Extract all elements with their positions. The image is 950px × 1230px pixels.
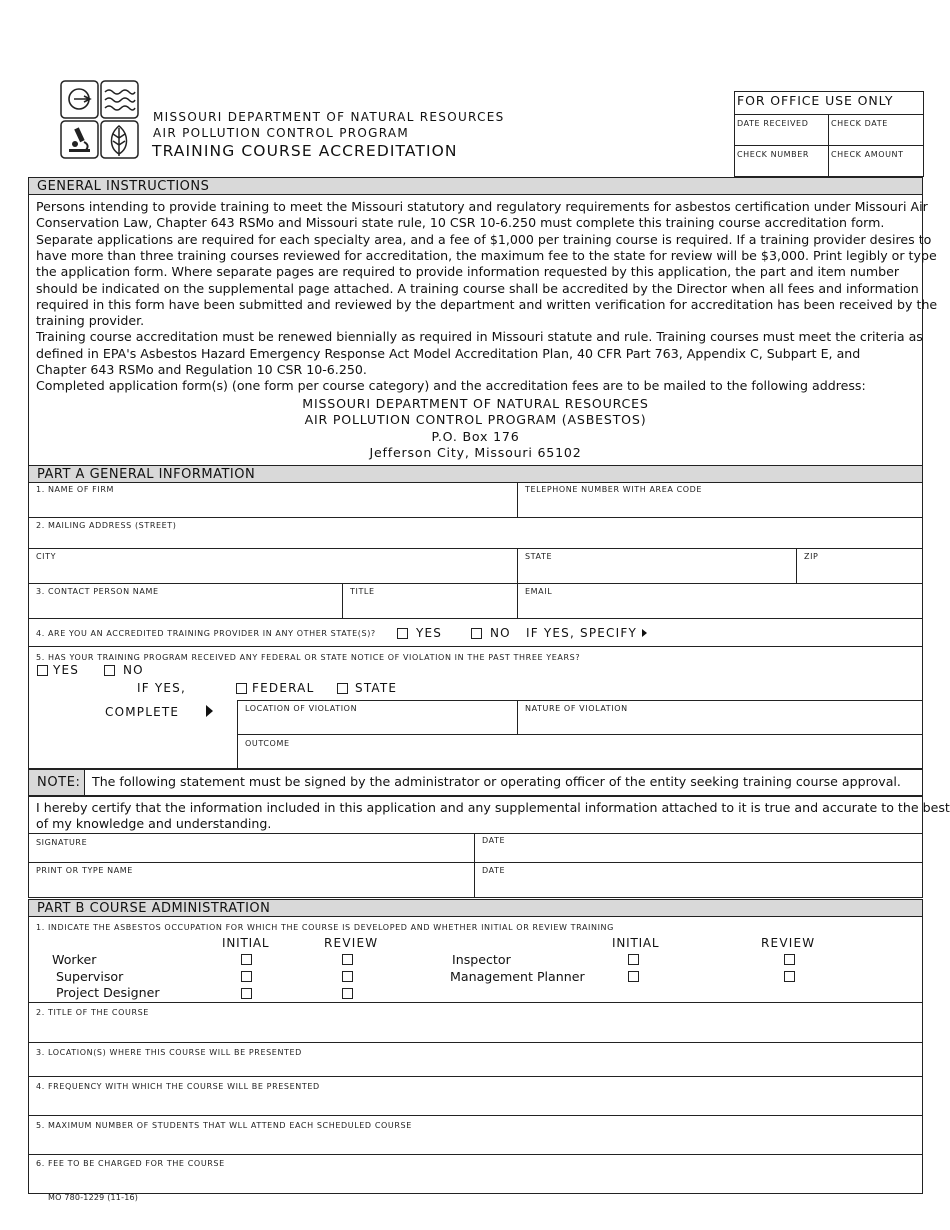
form-id: MO 780-1229 (11-16) (48, 1193, 139, 1202)
general-instructions-header: GENERAL INSTRUCTIONS (28, 177, 923, 195)
nature-of-violation-field[interactable]: NATURE OF VIOLATION (525, 704, 628, 713)
q5-no-checkbox[interactable] (104, 665, 115, 676)
telephone-field[interactable]: TELEPHONE NUMBER WITH AREA CODE (525, 485, 703, 494)
initial-col-left: INITIAL (222, 936, 270, 950)
form-title: TRAINING COURSE ACCREDITATION (152, 142, 458, 160)
q5-violation-question: 5. HAS YOUR TRAINING PROGRAM RECEIVED ANY FEDERAL OR STATE NOTICE OF VIOLATION IN THE PAST THREE YEARS? (36, 653, 581, 662)
address-line: P.O. Box 176 (431, 428, 520, 444)
management-planner-initial-checkbox[interactable] (628, 971, 639, 982)
supervisor-review-checkbox[interactable] (342, 971, 353, 982)
supervisor-initial-checkbox[interactable] (241, 971, 252, 982)
print-name-field[interactable]: PRINT OR TYPE NAME (36, 866, 133, 875)
worker-initial-checkbox[interactable] (241, 954, 252, 965)
zip-field[interactable]: ZIP (804, 552, 819, 561)
specify-arrow-icon (642, 629, 647, 637)
occupation-project-designer: Project Designer (56, 985, 160, 1000)
water-waves-icon (105, 90, 135, 110)
course-fee-field[interactable]: 6. FEE TO BE CHARGED FOR THE COURSE (36, 1159, 225, 1168)
firm-name-field[interactable]: 1. NAME OF FIRM (36, 485, 114, 494)
instruction-line: Chapter 643 RSMo and Regulation 10 CSR 10-6.250. (36, 362, 367, 377)
certify-line-1: I hereby certify that the information included in this application and any supplemental information attached to it is true and accurate to the best (36, 800, 950, 815)
date-received-field[interactable]: DATE RECEIVED (737, 119, 809, 128)
bird-icon (69, 89, 90, 109)
initial-col-right: INITIAL (612, 936, 660, 950)
occupation-management-planner: Management Planner (450, 969, 585, 984)
q4-yes-label: YES (416, 626, 443, 640)
inspector-review-checkbox[interactable] (784, 954, 795, 965)
occupation-inspector: Inspector (452, 952, 511, 967)
instruction-line: have more than three training courses reviewed for accreditation, the maximum fee to the state for review will be $3,000. Print legibly or type (36, 247, 937, 263)
mailing-address-field[interactable]: 2. MAILING ADDRESS (STREET) (36, 521, 177, 530)
instruction-line: Conservation Law, Chapter 643 RSMo and Missouri state rule, 10 CSR 10-6.250 must complete this training course accreditation form. (36, 215, 885, 231)
email-field[interactable]: EMAIL (525, 587, 553, 596)
logo-graphic (60, 80, 140, 160)
instruction-line: training provider. (36, 313, 145, 329)
review-col-left: REVIEW (324, 936, 379, 950)
q4-no-checkbox[interactable] (471, 628, 482, 639)
note-label: NOTE: (29, 770, 85, 795)
print-name-date-field[interactable]: DATE (482, 866, 506, 875)
contact-title-field[interactable]: TITLE (350, 587, 375, 596)
q5-yes-checkbox[interactable] (37, 665, 48, 676)
city-field[interactable]: CITY (36, 552, 57, 561)
department-name: MISSOURI DEPARTMENT OF NATURAL RESOURCES (153, 110, 505, 124)
q5-yes-label: YES (53, 663, 80, 677)
instruction-line: Completed application form(s) (one form per course category) and the accreditation fees are to be mailed to the following address: (36, 378, 866, 394)
leaf-icon (112, 126, 127, 156)
project-designer-review-checkbox[interactable] (342, 988, 353, 999)
instruction-line: should be indicated on the supplemental page attached. A training course shall be accredited by the Director when all fees and information (36, 280, 919, 296)
office-use-title: FOR OFFICE USE ONLY (737, 93, 894, 108)
q5-if-yes-label: IF YES, (137, 681, 186, 695)
signature-date-field[interactable]: DATE (482, 836, 506, 845)
inspector-initial-checkbox[interactable] (628, 954, 639, 965)
dnr-logo (60, 80, 140, 160)
q4-accredited-other-states: 4. ARE YOU AN ACCREDITED TRAINING PROVIDER IN ANY OTHER STATE(S)? (36, 629, 376, 638)
address-line: Jefferson City, Missouri 65102 (369, 444, 582, 460)
instruction-line: required in this form have been submitted and reviewed by the department and written verification for accreditation has been received by the (36, 296, 938, 312)
instruction-line: Training course accreditation must be renewed biennially as required in Missouri statute and rule. Training courses must meet the criteria as (36, 329, 923, 345)
worker-review-checkbox[interactable] (342, 954, 353, 965)
course-locations-field[interactable]: 3. LOCATION(S) WHERE THIS COURSE WILL BE PRESENTED (36, 1048, 302, 1057)
complete-arrow-icon (206, 705, 213, 717)
part-b-header: PART B COURSE ADMINISTRATION (28, 899, 923, 917)
occupation-worker: Worker (52, 952, 97, 967)
q5-complete-label: COMPLETE (105, 705, 180, 719)
instruction-line: Separate applications are required for each specialty area, and a fee of $1,000 per training course is required. If a training provider desires to (36, 231, 932, 247)
microscope-icon (69, 127, 90, 152)
course-title-field[interactable]: 2. TITLE OF THE COURSE (36, 1008, 149, 1017)
check-date-field[interactable]: CHECK DATE (831, 119, 888, 128)
contact-name-field[interactable]: 3. CONTACT PERSON NAME (36, 587, 159, 596)
address-line: MISSOURI DEPARTMENT OF NATURAL RESOURCES (302, 396, 649, 411)
note-text: The following statement must be signed by the administrator or operating officer of the entity seeking training course approval. (92, 774, 901, 789)
program-name: AIR POLLUTION CONTROL PROGRAM (153, 126, 410, 140)
check-amount-field[interactable]: CHECK AMOUNT (831, 150, 904, 159)
instruction-line: defined in EPA's Asbestos Hazard Emergency Response Act Model Accreditation Plan, 40 CFR Part 763, Appendix C, Subpart E, and (36, 345, 861, 361)
project-designer-initial-checkbox[interactable] (241, 988, 252, 999)
outcome-field[interactable]: OUTCOME (245, 739, 290, 748)
q5-federal-label: FEDERAL (252, 681, 315, 695)
location-of-violation-field[interactable]: LOCATION OF VIOLATION (245, 704, 358, 713)
max-students-field[interactable]: 5. MAXIMUM NUMBER OF STUDENTS THAT WLL ATTEND EACH SCHEDULED COURSE (36, 1121, 412, 1130)
occupation-question: 1. INDICATE THE ASBESTOS OCCUPATION FOR WHICH THE COURSE IS DEVELOPED AND WHETHER INITIAL OR REVIEW TRAINING (36, 923, 614, 932)
q5-state-checkbox[interactable] (337, 683, 348, 694)
instruction-line: the application form. Where separate pages are required to provide information requested by this application, the part and item number (36, 264, 900, 280)
q4-yes-checkbox[interactable] (397, 628, 408, 639)
management-planner-review-checkbox[interactable] (784, 971, 795, 982)
state-field[interactable]: STATE (525, 552, 553, 561)
review-col-right: REVIEW (761, 936, 816, 950)
course-frequency-field[interactable]: 4. FREQUENCY WITH WHICH THE COURSE WILL BE PRESENTED (36, 1082, 320, 1091)
q5-state-label: STATE (355, 681, 398, 695)
instruction-line: Persons intending to provide training to meet the Missouri statutory and regulatory requirements for asbestos certification under Missouri Air (36, 199, 928, 214)
part-a-header: PART A GENERAL INFORMATION (28, 465, 923, 483)
q5-federal-checkbox[interactable] (236, 683, 247, 694)
q4-specify-label: IF YES, SPECIFY (526, 626, 637, 640)
occupation-supervisor: Supervisor (56, 969, 124, 984)
address-line: AIR POLLUTION CONTROL PROGRAM (ASBESTOS) (304, 412, 647, 428)
q5-no-label: NO (123, 663, 144, 677)
certify-line-2: of my knowledge and understanding. (36, 816, 272, 831)
q4-no-label: NO (490, 626, 511, 640)
check-number-field[interactable]: CHECK NUMBER (737, 150, 810, 159)
signature-field[interactable]: SIGNATURE (36, 838, 88, 847)
